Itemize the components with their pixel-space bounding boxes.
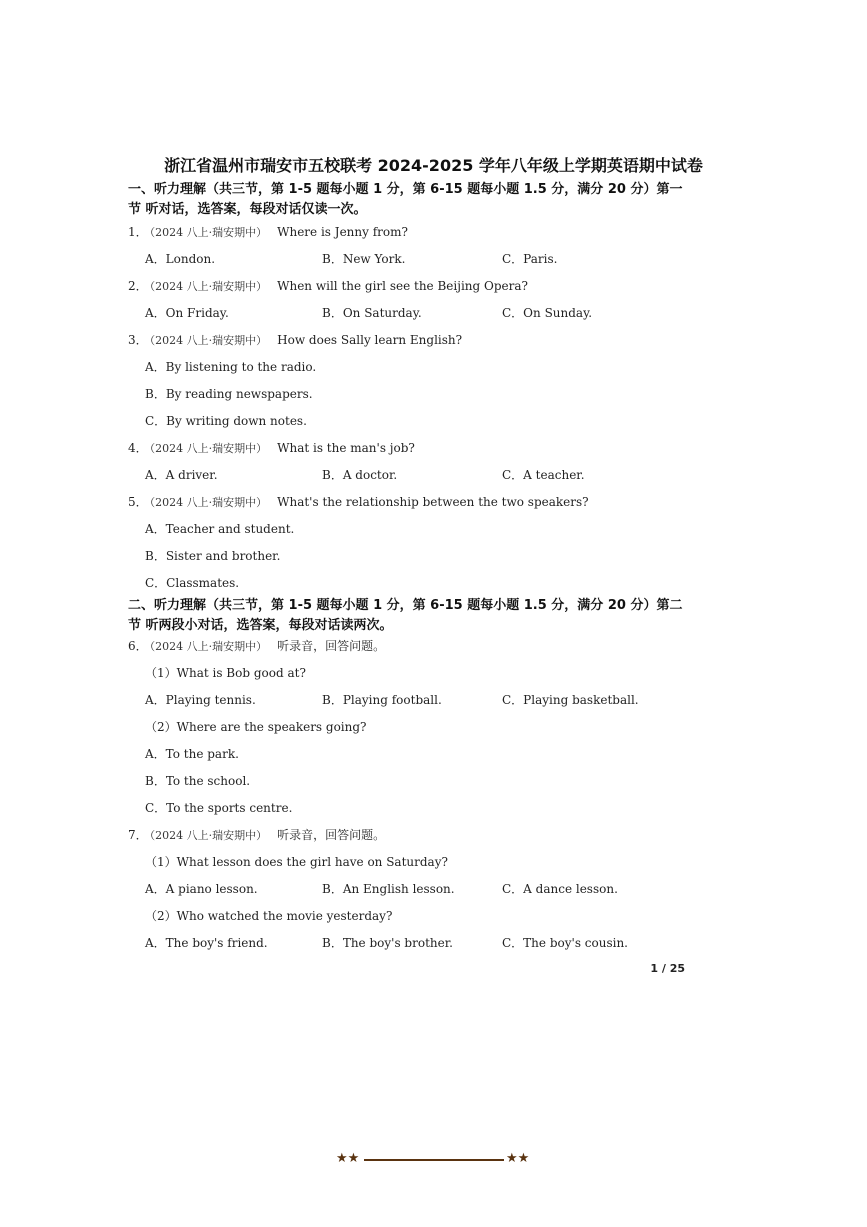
option-c: C．By writing down notes. [145, 414, 307, 428]
question-7 [128, 827, 385, 844]
exam-title: 浙江省温州市瑞安市五校联考 2024-2025 学年八年级上学期英语期中试卷 [164, 156, 703, 175]
option-c: C．Paris. [502, 252, 558, 266]
option-b: B．An English lesson. [322, 882, 455, 896]
question-number: 3． [128, 333, 148, 347]
section-heading-1 [128, 180, 693, 220]
question-number: 4． [128, 441, 148, 455]
section-heading-line: 一、听力理解（共三节，第 1-5 题每小题 1 分，第 6-15 题每小题 1.5 分，满分 20 分）第一 [128, 182, 683, 197]
section-heading-2 [128, 596, 693, 636]
question-number: 6． [128, 639, 148, 653]
footer-divider [364, 1159, 504, 1161]
option-c: C．To the sports centre. [145, 801, 293, 815]
option-c: C．Playing basketball. [502, 693, 639, 707]
question-text: How does Sally learn English? [277, 333, 463, 347]
question-2 [128, 278, 528, 295]
source-tag: （2024 八上·瑞安期中） [149, 640, 268, 653]
source-tag: （2024 八上·瑞安期中） [149, 226, 268, 239]
option-a: A．A driver. [145, 468, 218, 482]
question-number: 7． [128, 828, 148, 842]
sub-question: （2）Who watched the movie yesterday? [145, 909, 393, 923]
option-a: A．Teacher and student. [145, 522, 295, 536]
section-heading-line: 节 听两段小对话，选答案，每段对话读两次。 [128, 618, 393, 633]
option-c: C．A dance lesson. [502, 882, 618, 896]
option-c: C．The boy's cousin. [502, 936, 629, 950]
star-icon: ★★ [336, 1151, 360, 1166]
option-a: A．The boy's friend. [145, 936, 268, 950]
option-a: A．On Friday. [145, 306, 229, 320]
option-b: B．On Saturday. [322, 306, 422, 320]
question-text: 听录音，回答问题。 [277, 828, 386, 842]
source-tag: （2024 八上·瑞安期中） [149, 280, 268, 293]
source-tag: （2024 八上·瑞安期中） [149, 442, 268, 455]
option-b: B．New York. [322, 252, 406, 266]
source-tag: （2024 八上·瑞安期中） [149, 829, 268, 842]
option-b: B．Playing football. [322, 693, 442, 707]
option-b: B．To the school. [145, 774, 251, 788]
question-text: 听录音，回答问题。 [277, 639, 386, 653]
option-b: B．By reading newspapers. [145, 387, 313, 401]
question-4 [128, 440, 415, 457]
question-number: 2． [128, 279, 148, 293]
question-text: Where is Jenny from? [277, 225, 408, 239]
option-a: A．A piano lesson. [145, 882, 258, 896]
option-c: C．On Sunday. [502, 306, 593, 320]
question-6 [128, 638, 385, 655]
question-text: What is the man's job? [277, 441, 415, 455]
option-b: B．The boy's brother. [322, 936, 453, 950]
option-c: C．Classmates. [145, 576, 240, 590]
question-text: When will the girl see the Beijing Opera? [277, 279, 528, 293]
option-c: C．A teacher. [502, 468, 585, 482]
sub-question: （1）What is Bob good at? [145, 666, 306, 680]
section-heading-line: 节 听对话，选答案，每段对话仅读一次。 [128, 202, 367, 217]
option-b: B．A doctor. [322, 468, 398, 482]
question-3 [128, 332, 462, 349]
option-a: A．Playing tennis. [145, 693, 256, 707]
question-number: 1． [128, 225, 148, 239]
source-tag: （2024 八上·瑞安期中） [149, 334, 268, 347]
question-text: What's the relationship between the two speakers? [277, 495, 589, 509]
footer-ornament [336, 1152, 532, 1168]
star-icon: ★★ [506, 1151, 530, 1166]
section-heading-line: 二、听力理解（共三节，第 1-5 题每小题 1 分，第 6-15 题每小题 1.5 分，满分 20 分）第二 [128, 598, 683, 613]
question-5 [128, 494, 589, 511]
page-number: 1 / 25 [650, 962, 685, 975]
question-number: 5． [128, 495, 148, 509]
option-a: A．To the park. [145, 747, 239, 761]
option-b: B．Sister and brother. [145, 549, 281, 563]
sub-question: （1）What lesson does the girl have on Saturday? [145, 855, 448, 869]
source-tag: （2024 八上·瑞安期中） [149, 496, 268, 509]
question-1 [128, 224, 408, 241]
sub-question: （2）Where are the speakers going? [145, 720, 367, 734]
option-a: A．By listening to the radio. [145, 360, 317, 374]
option-a: A．London. [145, 252, 216, 266]
